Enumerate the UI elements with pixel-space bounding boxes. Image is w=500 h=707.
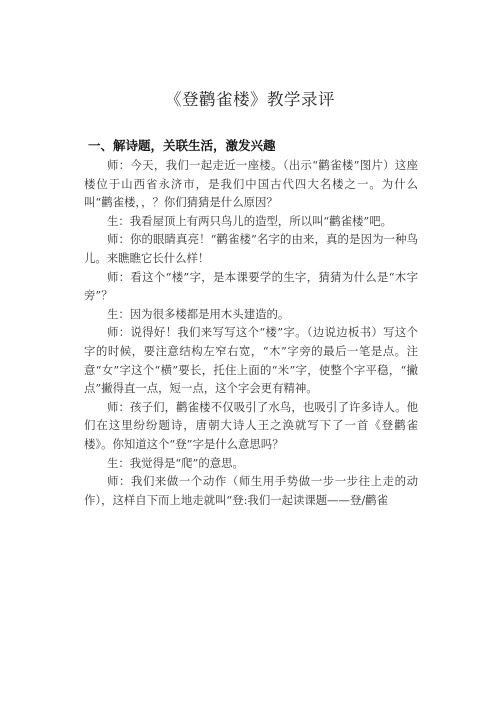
- paragraph-student-answer-roof: 生：我看屋顶上有两只鸟儿的造型，所以叫“鹳雀楼”吧。: [107, 213, 393, 228]
- paragraph-student-climb: 生：我觉得是“爬”的意思。: [107, 455, 244, 470]
- section-heading: 一、解诗题，关联生活，激发兴趣: [88, 138, 276, 153]
- paragraph-teacher-lou-radical: 师：看这个“楼”字，是本课要学的生字，猜猜为什么是“木字旁”？: [84, 269, 418, 303]
- paragraph-teacher-bird: 师：你的眼睛真亮！“鹳雀楼”名字的由来，真的是因为一种鸟儿。来瞧瞧它长什么样！: [84, 232, 418, 265]
- paragraph-student-wood: 生：因为很多楼都是用木头建造的。: [107, 306, 290, 321]
- paragraph-teacher-poets: 师：孩子们，鹳雀楼不仅吸引了水鸟，也吸引了许多诗人。他们在这里纷纷题诗，唐朝大诗人王之涣就写下了一首《登鹳雀楼》。你知道这个“登”字是什么意思吗？: [84, 399, 418, 451]
- document-title: 《登鹳雀楼》教学录评: [165, 90, 335, 109]
- paragraph-teacher-gesture: 师：我们来做一个动作（师生用手势做一步一步往上走的动作），这样自下而上地走就叫“登:我们一起读课题——登/鹳雀: [84, 474, 418, 507]
- paragraph-teacher-writing: 师：说得好！我们来写写这个“楼”字。（边说边板书）写这个字的时候，要注意结构左窄右宽，“木”字旁的最后一笔是点。注意“女”字这个“横”要长，托住上面的“米”字，使整个字平稳，“撇点”撇得直一点，短一点，这个字会更有精神。: [84, 325, 418, 396]
- document-body: [84, 156, 418, 509]
- paragraph-teacher-intro: 师：今天，我们一起走近一座楼。（出示“鹳雀楼”图片）这座楼位于山西省永济市，是我们中国古代四大名楼之一。为什么叫“鹳雀楼，，？你们猜猜是什么原因？: [84, 158, 418, 210]
